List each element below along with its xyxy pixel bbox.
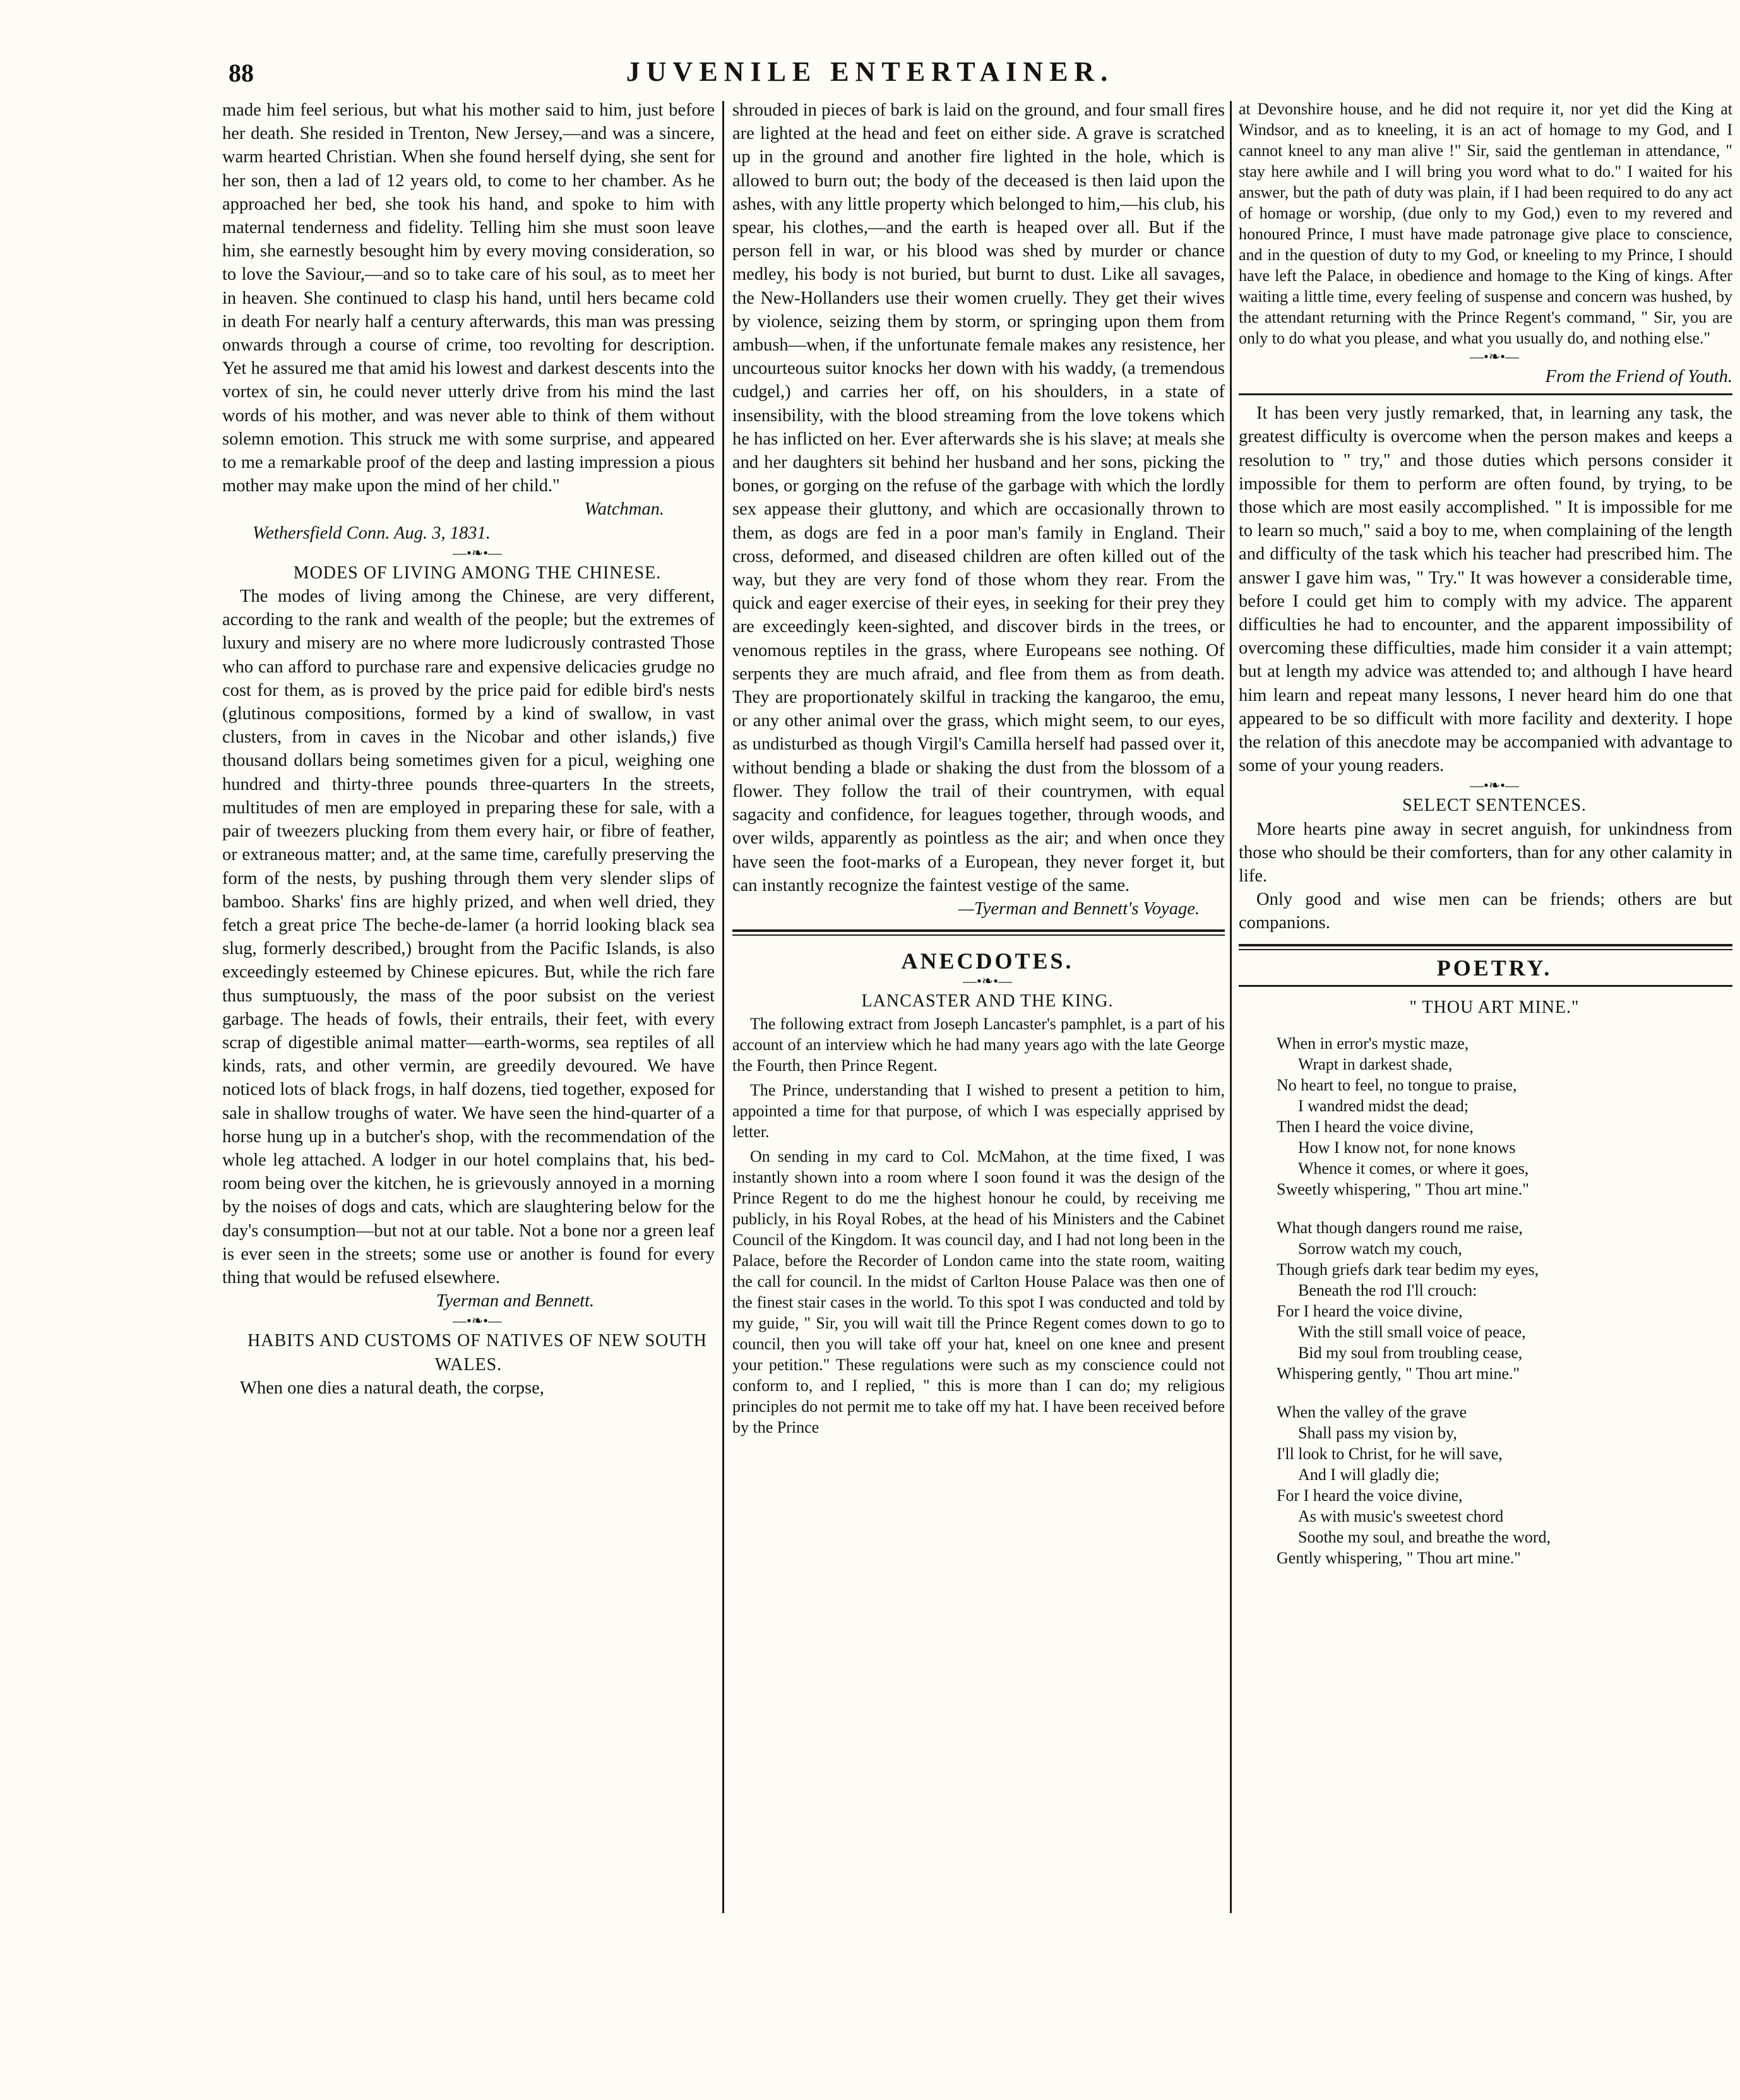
- column-2: [732, 98, 1225, 1438]
- select-sentence-2: Only good and wise men can be friends; others are but companions.: [1239, 890, 1732, 933]
- ornament-divider: —•❧•—: [963, 973, 1012, 989]
- ornament-divider: —•❧•—: [453, 544, 502, 561]
- select-sentences-heading: SELECT SENTENCES.: [1402, 796, 1587, 816]
- habits-text-start: When one dies a natural death, the corpse,: [240, 1378, 544, 1398]
- poem-title: " THOU ART MINE.": [1409, 997, 1580, 1017]
- chinese-text: The modes of living among the Chinese, are very different, according to the rank and wealth of the people; but the extremes of luxury and misery are no where more ludicrously contrasted Those who can afford to purchase rare and expensive delicacies grudge no cost for them, as is proved by the price paid for edible bird's nests (glutinous compositions, formed by a kind of swallow, in vast clusters, from in caves in the Nicobar and other islands,) five thousand dollars being sometimes given for a picul, weighing one hundred and thirty-three pounds three-quarters In the streets, multitudes of men are employed in preparing these for sale, with a pair of tweezers plucking from them every hair, or fibre of feather, or extraneous matter; and, at the same time, carefully preserving the form of the nests, by pushing through them very slender slips of bamboo. Sharks' fins are highly prized, and when well dried, they fetch a great price The beche-de-lamer (a horrid looking black sea slug, formerly described,) brought from the Pacific Islands, is also exceedingly esteemed by Chinese epicures. But, while the rich fare thus sumptuously, the mass of the poor subsist on the veriest garbage. The heads of fowls, their entrails, their feet, with every scrap of digestible animal matter—earth-worms, sea reptiles of all kinds, rats, and other vermin, are greedily devoured. We have noticed lots of black frogs, in half dozens, tied together, exposed for sale in shallow troughs of water. We have seen the hind-quarter of a horse hung up in a butcher's shop, with the recommendation of the whole leg attached. A lodger in our hotel complains that, his bed-room being over the kitchen, he is grievously annoyed in a morning by the noises of dogs and cats, which are slaughtering below for the day's consumption—but not at our table. Not a bone nor a green leaf is ever seen in the streets; some use or another is found for every thing that would be refused elsewhere.: [222, 587, 715, 1287]
- watchman-attribution: Watchman.: [584, 499, 664, 520]
- habits-heading: HABITS AND CUSTOMS OF NATIVES OF NEW SOUTH WALES.: [247, 1331, 707, 1375]
- anecdote-2-text: It has been very justly remarked, that, in learning any task, the greatest difficulty is overcome when the person makes and keeps a resolution to " try," and those duties which persons consider it impossible for them to perform are often found, by trying, to be those which are most easily accomplished. " It is impossible for me to learn so much," said a boy to me, when complaining of the length and difficulty of the task which his teacher had prescribed him. The answer I gave him was, " Try." It was however a considerable time, before I could get him to comply with my advice. The apparent difficulties he had to encounter, and the apparent impossibility of overcoming these difficulties, made him consider it a vain attempt; but at length my advice was attended to; and although I have heard him learn and repeat many lessons, I never heard him do one that appeared to be so difficult with more facility and dexterity. I hope the relation of this anecdote may be accompanied with advantage to some of your young readers.: [1239, 403, 1732, 776]
- poem-stanza: [1277, 1033, 1732, 1200]
- ornament-divider: —•❧•—: [1470, 349, 1519, 364]
- poem-line: I wandred midst the dead;: [1298, 1097, 1469, 1116]
- poem-line: Though griefs dark tear bedim my eyes,: [1277, 1260, 1539, 1279]
- poem-stanza: [1277, 1217, 1732, 1384]
- lancaster-heading: LANCASTER AND THE KING.: [861, 991, 1114, 1011]
- poem-line: And I will gladly die;: [1298, 1465, 1439, 1484]
- poem-line: Sorrow watch my couch,: [1298, 1239, 1462, 1258]
- watchman-text: made him feel serious, but what his mother said to him, just before her death. She resided in Trenton, New Jersey,—and was a sincere, warm hearted Christian. When she found herself dying, she sent for her son, then a lad of 12 years old, to come to her chamber. As he approached her bed, she took his hand, and spoke to him with maternal tenderness and fidelity. Telling him she must soon leave him, she earnestly besought him by every moving consideration, so to love the Saviour,—and so to take care of his soul, as to meet her in heaven. She continued to clasp his hand, until hers became cold in death For nearly half a century afterwards, this man was pressing onwards through a course of crime, too revolting for description. Yet he assured me that amid his lowest and darkest descents into the vortex of sin, he could never utterly drive from his mind the last words of his mother, and was never able to think of them without solemn emotion. This struck me with some surprise, and appeared to me a remarkable proof of the deep and lasting impression a pious mother may make upon the mind of her child.": [222, 100, 715, 496]
- poem-line: Bid my soul from troubling cease,: [1298, 1344, 1523, 1363]
- poem-line: Then I heard the voice divine,: [1277, 1118, 1474, 1137]
- poem-line: When the valley of the grave: [1277, 1403, 1467, 1422]
- lancaster-paragraph-2: The Prince, understanding that I wished to present a petition to him, appointed a time for that purpose, of which I was especially apprised by letter.: [732, 1080, 1225, 1141]
- poem-line: How I know not, for none knows: [1298, 1138, 1516, 1157]
- column-rule-left: [722, 101, 724, 1913]
- poem-line: With the still small voice of peace,: [1298, 1323, 1526, 1342]
- poem-line: Whispering gently, " Thou art mine.": [1277, 1364, 1520, 1383]
- poem-line: Wrapt in darkest shade,: [1298, 1055, 1453, 1074]
- habits-attribution: —Tyerman and Bennett's Voyage.: [958, 898, 1200, 919]
- poem: [1239, 1033, 1732, 1568]
- habits-text-continued: shrouded in pieces of bark is laid on the ground, and four small fires are lighted at the head and feet on either side. A grave is scratched up in the ground and another fire lighted in the hole, which is allowed to burn out; the body of the deceased is then laid upon the ashes, with any little property which belonged to him,—his club, his spear, his clothes,—and the earth is heaped over all. But if the person fell in war, or his blood was shed by murder or chance medley, his body is not buried, but burnt to dust. Like all savages, the New-Hollanders use their women cruelly. They get their wives by violence, seizing them by storm, or springing upon them from ambush—when, if the unfortunate female makes any resistence, her uncourteous suitor knocks her down with his waddy, (a tremendous cudgel,) and carries her off, on his shoulders, in a state of insensibility, with the blood streaming from the love tokens which he has inflicted on her. Ever afterwards she is his slave; at meals she and her daughters sit behind her husband and her sons, picking the bones, or gorging on the refuse of the garbage with which the lordly sex appease their gluttony, and which are occasionally thrown to them, as dogs are fed in a poor man's family in England. Their cross, deformed, and diseased children are often killed out of the way, but they are very fond of those whom they rear. From the quick and eager exercise of their eyes, in seeking for their prey they are exceedingly keen-sighted, and discover birds in the trees, or venomous reptiles in the grass, where Europeans see nothing. Of serpents they are much afraid, and flee from them as from death. They are proportionately skilful in tracking the kangaroo, the emu, or any other animal over the grass, which might seem, to our eyes, as undisturbed as though Virgil's Camilla herself had passed over it, without bending a blade or shaking the dust from the blossom of a flower. They follow the trail of their countrymen, with equal sagacity and confidence, for leagues together, through woods, and over wilds, apparently as pointless as the air; and when once they have seen the foot-marks of a European, they never forget it, but can instantly recognize the faintest vestige of the same.: [732, 100, 1225, 895]
- poem-stanza: [1277, 1402, 1732, 1568]
- lancaster-paragraph-1: The following extract from Joseph Lancaster's pamphlet, is a part of his account of an interview which he had many years ago with the late George the Fourth, then Prince Regent.: [732, 1014, 1225, 1075]
- chinese-heading: MODES OF LIVING AMONG THE CHINESE.: [293, 563, 662, 583]
- friend-attribution: From the Friend of Youth.: [1545, 367, 1732, 386]
- poem-line: Beneath the rod I'll crouch:: [1298, 1281, 1477, 1300]
- column-rule-right: [1230, 101, 1232, 1913]
- section-rule: [1239, 393, 1732, 395]
- page-number: 88: [229, 59, 254, 87]
- lancaster-paragraph-3: On sending in my card to Col. McMahon, at the time fixed, I was instantly shown into a room where I soon found it was the design of the Prince Regent to do me the highest honour he could, by receiving me publicly, in his Royal Robes, at the head of his Ministers and the Cabinet Council of the Kingdom. It was council day, and I had not long been in the Palace, before the Recorder of London came into the state room, waiting the call for council. In the midst of Carlton House Palace was then one of the finest stair cases in the world. To this spot I was conducted and told by my guide, " Sir, you will wait till the Prince Regent comes down to go to council, then you will take off your hat, kneel on one knee and present your petition." These regulations were such as my conscience could not conform to, and I replied, " this is more than I can do; my religious principles do not permit me to take off my hat. I have been received before by the Prince: [732, 1147, 1225, 1436]
- select-sentence-1: More hearts pine away in secret anguish, for unkindness from those who should be their comforters, than for any other calamity in life.: [1239, 819, 1732, 886]
- running-title: JUVENILE ENTERTAINER.: [626, 56, 1114, 87]
- column-3: [1239, 98, 1732, 1586]
- poem-line: As with music's sweetest chord: [1298, 1507, 1504, 1526]
- poem-line: For I heard the voice divine,: [1277, 1486, 1463, 1505]
- poem-line: Gently whispering, " Thou art mine.": [1277, 1549, 1521, 1568]
- column-1: [222, 98, 715, 1400]
- poem-line: I'll look to Christ, for he will save,: [1277, 1445, 1503, 1464]
- poem-line: Sweetly whispering, " Thou art mine.": [1277, 1180, 1529, 1199]
- section-rule: [1239, 944, 1732, 950]
- poem-line: Whence it comes, or where it goes,: [1298, 1159, 1529, 1178]
- chinese-attribution: Tyerman and Bennett.: [436, 1291, 595, 1311]
- anecdotes-title: ANECDOTES.: [901, 948, 1074, 974]
- poem-line: When in error's mystic maze,: [1277, 1034, 1469, 1053]
- poem-line: Soothe my soul, and breathe the word,: [1298, 1528, 1551, 1547]
- dateline: Wethersfield Conn. Aug. 3, 1831.: [253, 523, 491, 543]
- ornament-divider: —•❧•—: [1470, 777, 1519, 794]
- ornament-divider: —•❧•—: [453, 1313, 502, 1329]
- poetry-title: POETRY.: [1436, 955, 1552, 981]
- section-rule: [1239, 985, 1732, 987]
- section-rule: [732, 929, 1225, 936]
- poem-line: For I heard the voice divine,: [1277, 1302, 1463, 1321]
- poem-line: What though dangers round me raise,: [1277, 1219, 1523, 1238]
- poem-line: No heart to feel, no tongue to praise,: [1277, 1076, 1517, 1095]
- lancaster-text-continued: at Devonshire house, and he did not require it, nor yet did the King at Windsor, and as to kneeling, it is an act of homage to my God, and I cannot kneel to any man alive !" Sir, said the gentleman in attendance, " stay here awhile and I will bring you word what to do." I waited for his answer, but the path of duty was plain, if I had been required to do any act of homage or worship, (due only to my God,) even to my revered and honoured Prince, I must have made patronage give place to conscience, and in the question of duty to my God, or kneeling to my Prince, I should have left the Palace, in obedience and homage to the King of kings. After waiting a little time, every feeling of suspense and concern was hushed, by the attendant returning with the Prince Regent's command, " Sir, you are only to do what you please, and what you usually do, and nothing else.": [1239, 100, 1732, 347]
- poem-line: Shall pass my vision by,: [1298, 1424, 1457, 1443]
